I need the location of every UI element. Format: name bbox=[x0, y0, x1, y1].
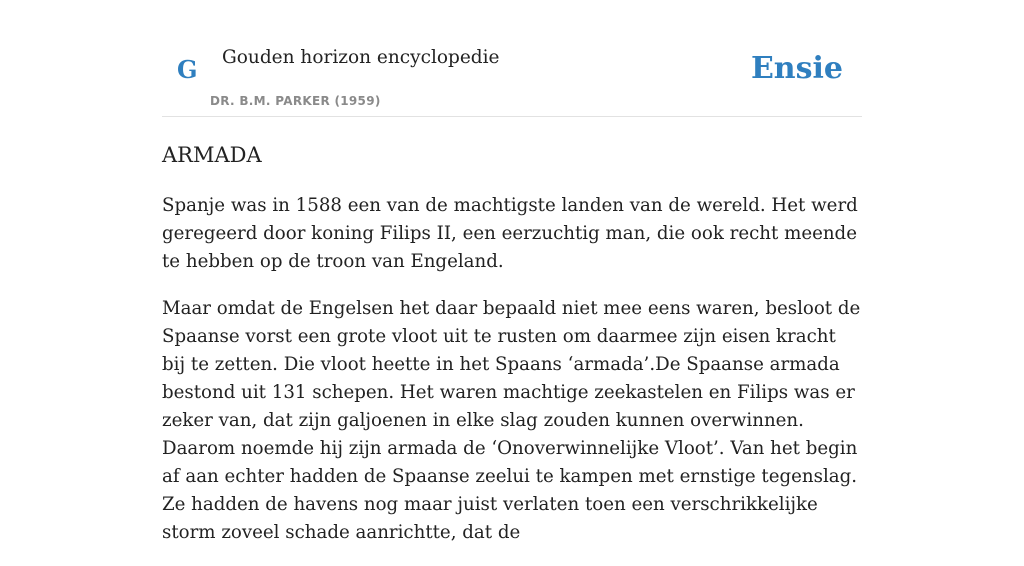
article-body bbox=[162, 192, 862, 566]
page-title: ARMADA bbox=[162, 143, 262, 167]
header bbox=[162, 0, 862, 117]
paragraph: Spanje was in 1588 een van de machtigste landen van de wereld. Het werd geregeerd door koning Filips II, een eerzuchtig man, die ook recht meende te hebben op de troon van Engeland. bbox=[162, 195, 858, 272]
paragraph: Maar omdat de Engelsen het daar bepaald niet mee eens waren, besloot de Spaanse vorst een grote vloot uit te rusten om daarmee zijn eisen kracht bij te zetten. Die vloot heette in het Spaans ‘armada’.De Spaanse armada bestond uit 131 schepen. Het waren machtige zeekastelen en Filips was er zeker van, dat zijn galjoenen in elke slag zouden kunnen overwinnen. Daarom noemde hij zijn armada de ‘Onoverwinnelijke Vloot’. Van het begin af aan echter hadden de Spaanse zeelui te kampen met ernstige tegenslag. Ze hadden de havens nog maar juist verlaten toen een verschrikkelijke storm zoveel schade aanrichtte, dat de bbox=[162, 298, 861, 543]
brand-logo[interactable]: Ensie bbox=[750, 51, 843, 86]
book-logo-icon[interactable]: G bbox=[177, 55, 198, 84]
book-author: DR. B.M. PARKER (1959) bbox=[210, 94, 381, 108]
book-title[interactable]: Gouden horizon encyclopedie bbox=[222, 47, 500, 68]
